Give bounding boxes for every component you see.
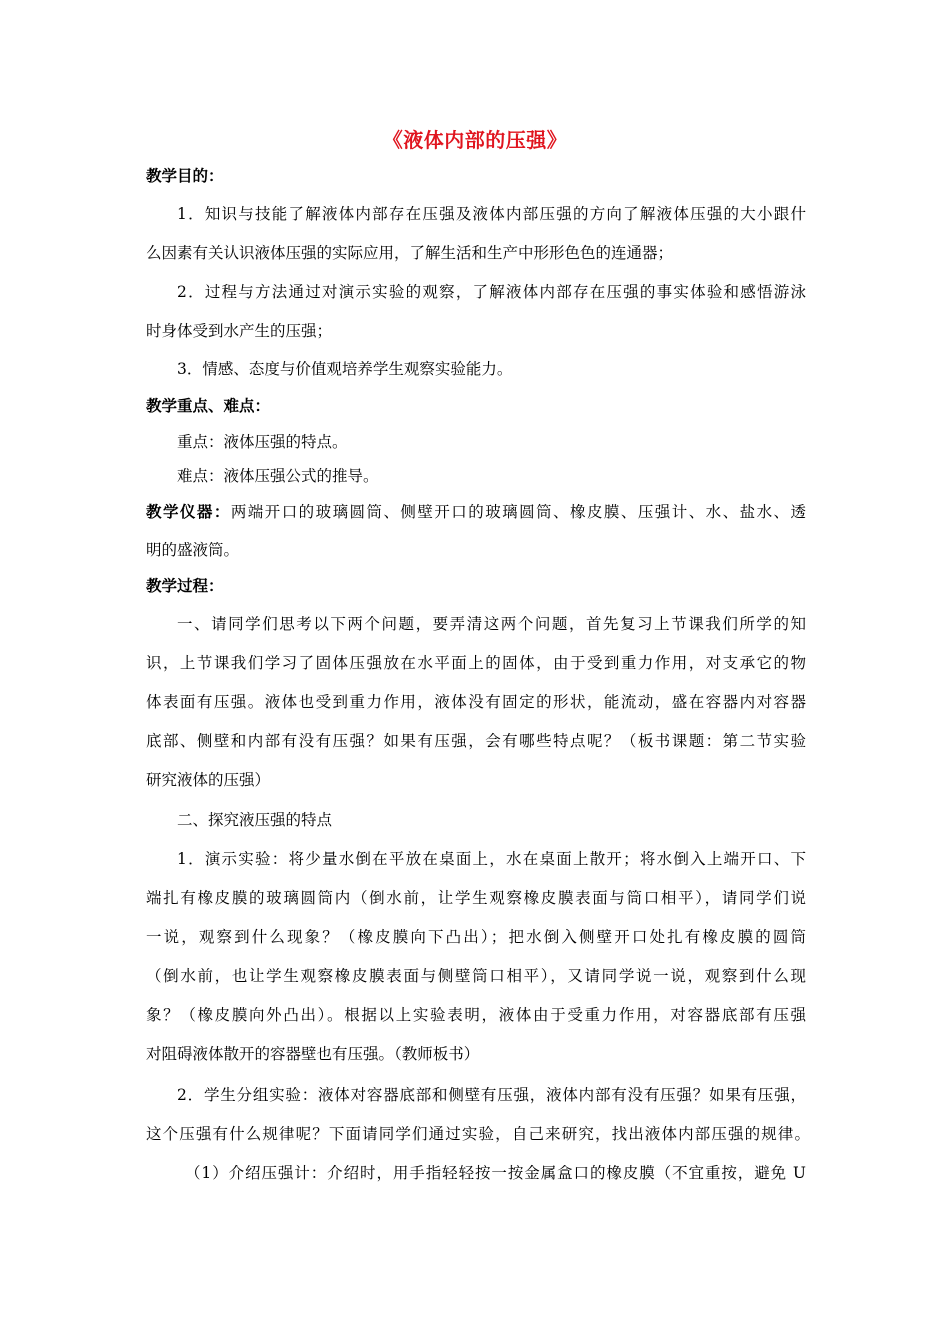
process-3-line-4: （倒水前，也让学生观察橡皮膜表面与侧壁筒口相平），又请同学说一说，观察到什么现 — [146, 967, 806, 985]
process-1-line-2: 识，上节课我们学习了固体压强放在水平面上的固体，由于受到重力作用，对支承它的物 — [146, 654, 806, 672]
goal-2-line-1: 2．过程与方法通过对演示实验的观察，了解液体内部存在压强的事实体验和感悟游泳 — [177, 283, 806, 301]
process-4-line-1: 2．学生分组实验：液体对容器底部和侧壁有压强，液体内部有没有压强？如果有压强， — [177, 1086, 806, 1104]
instruments-heading: 教学仪器： — [146, 503, 231, 521]
process-3-line-1: 1．演示实验：将少量水倒在平放在桌面上，水在桌面上散开；将水倒入上端开口、下 — [177, 850, 806, 868]
goal-1-line-1: 1．知识与技能了解液体内部存在压强及液体内部压强的方向了解液体压强的大小跟什 — [177, 205, 806, 223]
process-heading: 教学过程： — [146, 577, 224, 595]
key-point: 重点：液体压强的特点。 — [177, 433, 348, 451]
goals-heading: 教学目的： — [146, 167, 224, 185]
key-heading: 教学重点、难点： — [146, 397, 271, 415]
goal-3: 3．情感、态度与价值观培养学生观察实验能力。 — [177, 360, 513, 378]
process-3-line-3: 一说，观察到什么现象？（橡皮膜向下凸出）；把水倒入侧壁开口处扎有橡皮膜的圆筒 — [146, 928, 806, 946]
process-4-line-2: 这个压强有什么规律呢？下面请同学们通过实验，自己来研究，找出液体内部压强的规律。 — [146, 1125, 810, 1143]
instruments-text: 两端开口的玻璃圆筒、侧壁开口的玻璃圆筒、橡皮膜、压强计、水、盐水、透 — [230, 503, 806, 521]
process-1-line-5: 研究液体的压强） — [146, 771, 271, 789]
goal-1-line-2: 么因素有关认识液体压强的实际应用，了解生活和生产中形形色色的连通器； — [146, 244, 674, 262]
goal-2-line-2: 时身体受到水产生的压强； — [146, 322, 333, 340]
process-3-line-5: 象？（橡皮膜向外凸出）。根据以上实验表明，液体由于受重力作用，对容器底部有压强 — [146, 1006, 806, 1024]
process-1-line-4: 底部、侧壁和内部有没有压强？如果有压强，会有哪些特点呢？（板书课题：第二节实验 — [146, 732, 806, 750]
process-2: 二、探究液压强的特点 — [177, 811, 333, 829]
instruments-line-2: 明的盛液筒。 — [146, 541, 240, 559]
document-title: 《液体内部的压强》 — [382, 128, 568, 152]
process-5-line-1: （1）介绍压强计：介绍时，用手指轻轻按一按金属盒口的橡皮膜（不宜重按，避免 U — [185, 1164, 806, 1182]
instruments-line-1 — [146, 502, 806, 522]
process-1-line-1: 一、请同学们思考以下两个问题，要弄清这两个问题，首先复习上节课我们所学的知 — [177, 615, 806, 633]
process-3-line-6: 对阻碍液体散开的容器壁也有压强。（教师板书） — [146, 1045, 480, 1063]
process-3-line-2: 端扎有橡皮膜的玻璃圆筒内（倒水前，让学生观察橡皮膜表面与筒口相平），请同学们说 — [146, 889, 806, 907]
process-1-line-3: 体表面有压强。液体也受到重力作用，液体没有固定的形状，能流动，盛在容器内对容器 — [146, 693, 806, 711]
hard-point: 难点：液体压强公式的推导。 — [177, 467, 379, 485]
